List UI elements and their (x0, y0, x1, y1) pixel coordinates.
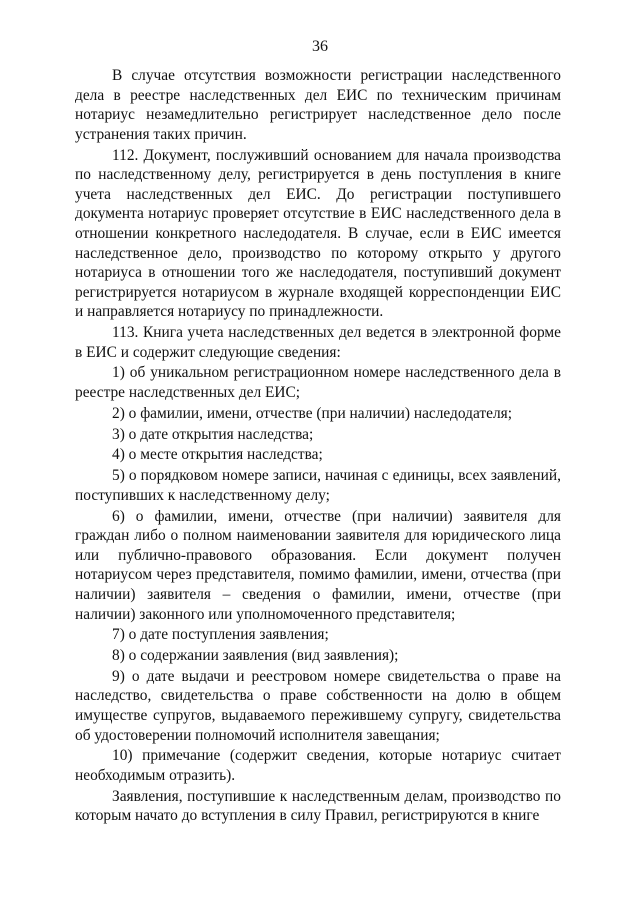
paragraph-112: 112. Документ, послуживший основанием для начала производства по наследственному делу, регистрируется в день поступления в книге учета наследственных дел ЕИС. До регистрации поступившего документа нотариус проверяет отсутствие в ЕИС наследственного дела в отношении конкретного наследодателя. В случае, если в ЕИС имеется наследственное дело, производство по которому открыто у другого нотариуса в отношении того же наследодателя, поступивший документ регистрируется нотариусом в журнале входящей корреспонденции ЕИС и направляется нотариусу по принадлежности. (75, 146, 561, 321)
list-item-10: 10) примечание (содержит сведения, которые нотариус считает необходимым отразить). (75, 747, 561, 785)
paragraph-continuation: Заявления, поступившие к наследственным делам, производство по которым начато до вступления в силу Правил, регистрируются в книге (75, 787, 561, 825)
list-item-8: 8) о содержании заявления (вид заявления); (112, 647, 399, 665)
list-item-1: 1) об уникальном регистрационном номере наследственного дела в реестре наследственных дел ЕИС; (75, 364, 561, 402)
list-item-2: 2) о фамилии, имени, отчестве (при наличии) наследодателя; (112, 404, 512, 422)
document-body (75, 66, 561, 826)
list-item-7: 7) о дате поступления заявления; (112, 626, 329, 644)
list-item-5: 5) о порядковом номере записи, начиная с единицы, всех заявлений, поступивших к наследственному делу; (75, 467, 561, 504)
list-item-6: 6) о фамилии, имени, отчестве (при наличии) заявителя для граждан либо о полном наименовании заявителя для юридического лица или публично-правового образования. Если документ получен нотариусом через представителя, помимо фамилии, имени, отчества (при наличии) заявителя – сведения о фамилии, имени, отчестве (при наличии) законного или уполномоченного представителя; (75, 507, 561, 623)
list-item-9: 9) о дате выдачи и реестровом номере свидетельства о праве на наследство, свидетельства о праве собственности на долю в общем имуществе супругов, выдаваемого пережившему супругу, свидетельства об удостоверении полномочий исполнителя завещания; (75, 667, 561, 744)
paragraph-registration-delay: В случае отсутствия возможности регистрации наследственного дела в реестре наследственных дел ЕИС по техническим причинам нотариус незамедлительно регистрирует наследственное дело после устранения таких причин. (75, 67, 561, 143)
list-item-4: 4) о месте открытия наследства; (112, 446, 323, 464)
paragraph-113: 113. Книга учета наследственных дел ведется в электронной форме в ЕИС и содержит следующие сведения: (75, 324, 561, 361)
list-item-3: 3) о дате открытия наследства; (112, 425, 314, 443)
page-number: 36 (312, 38, 328, 55)
